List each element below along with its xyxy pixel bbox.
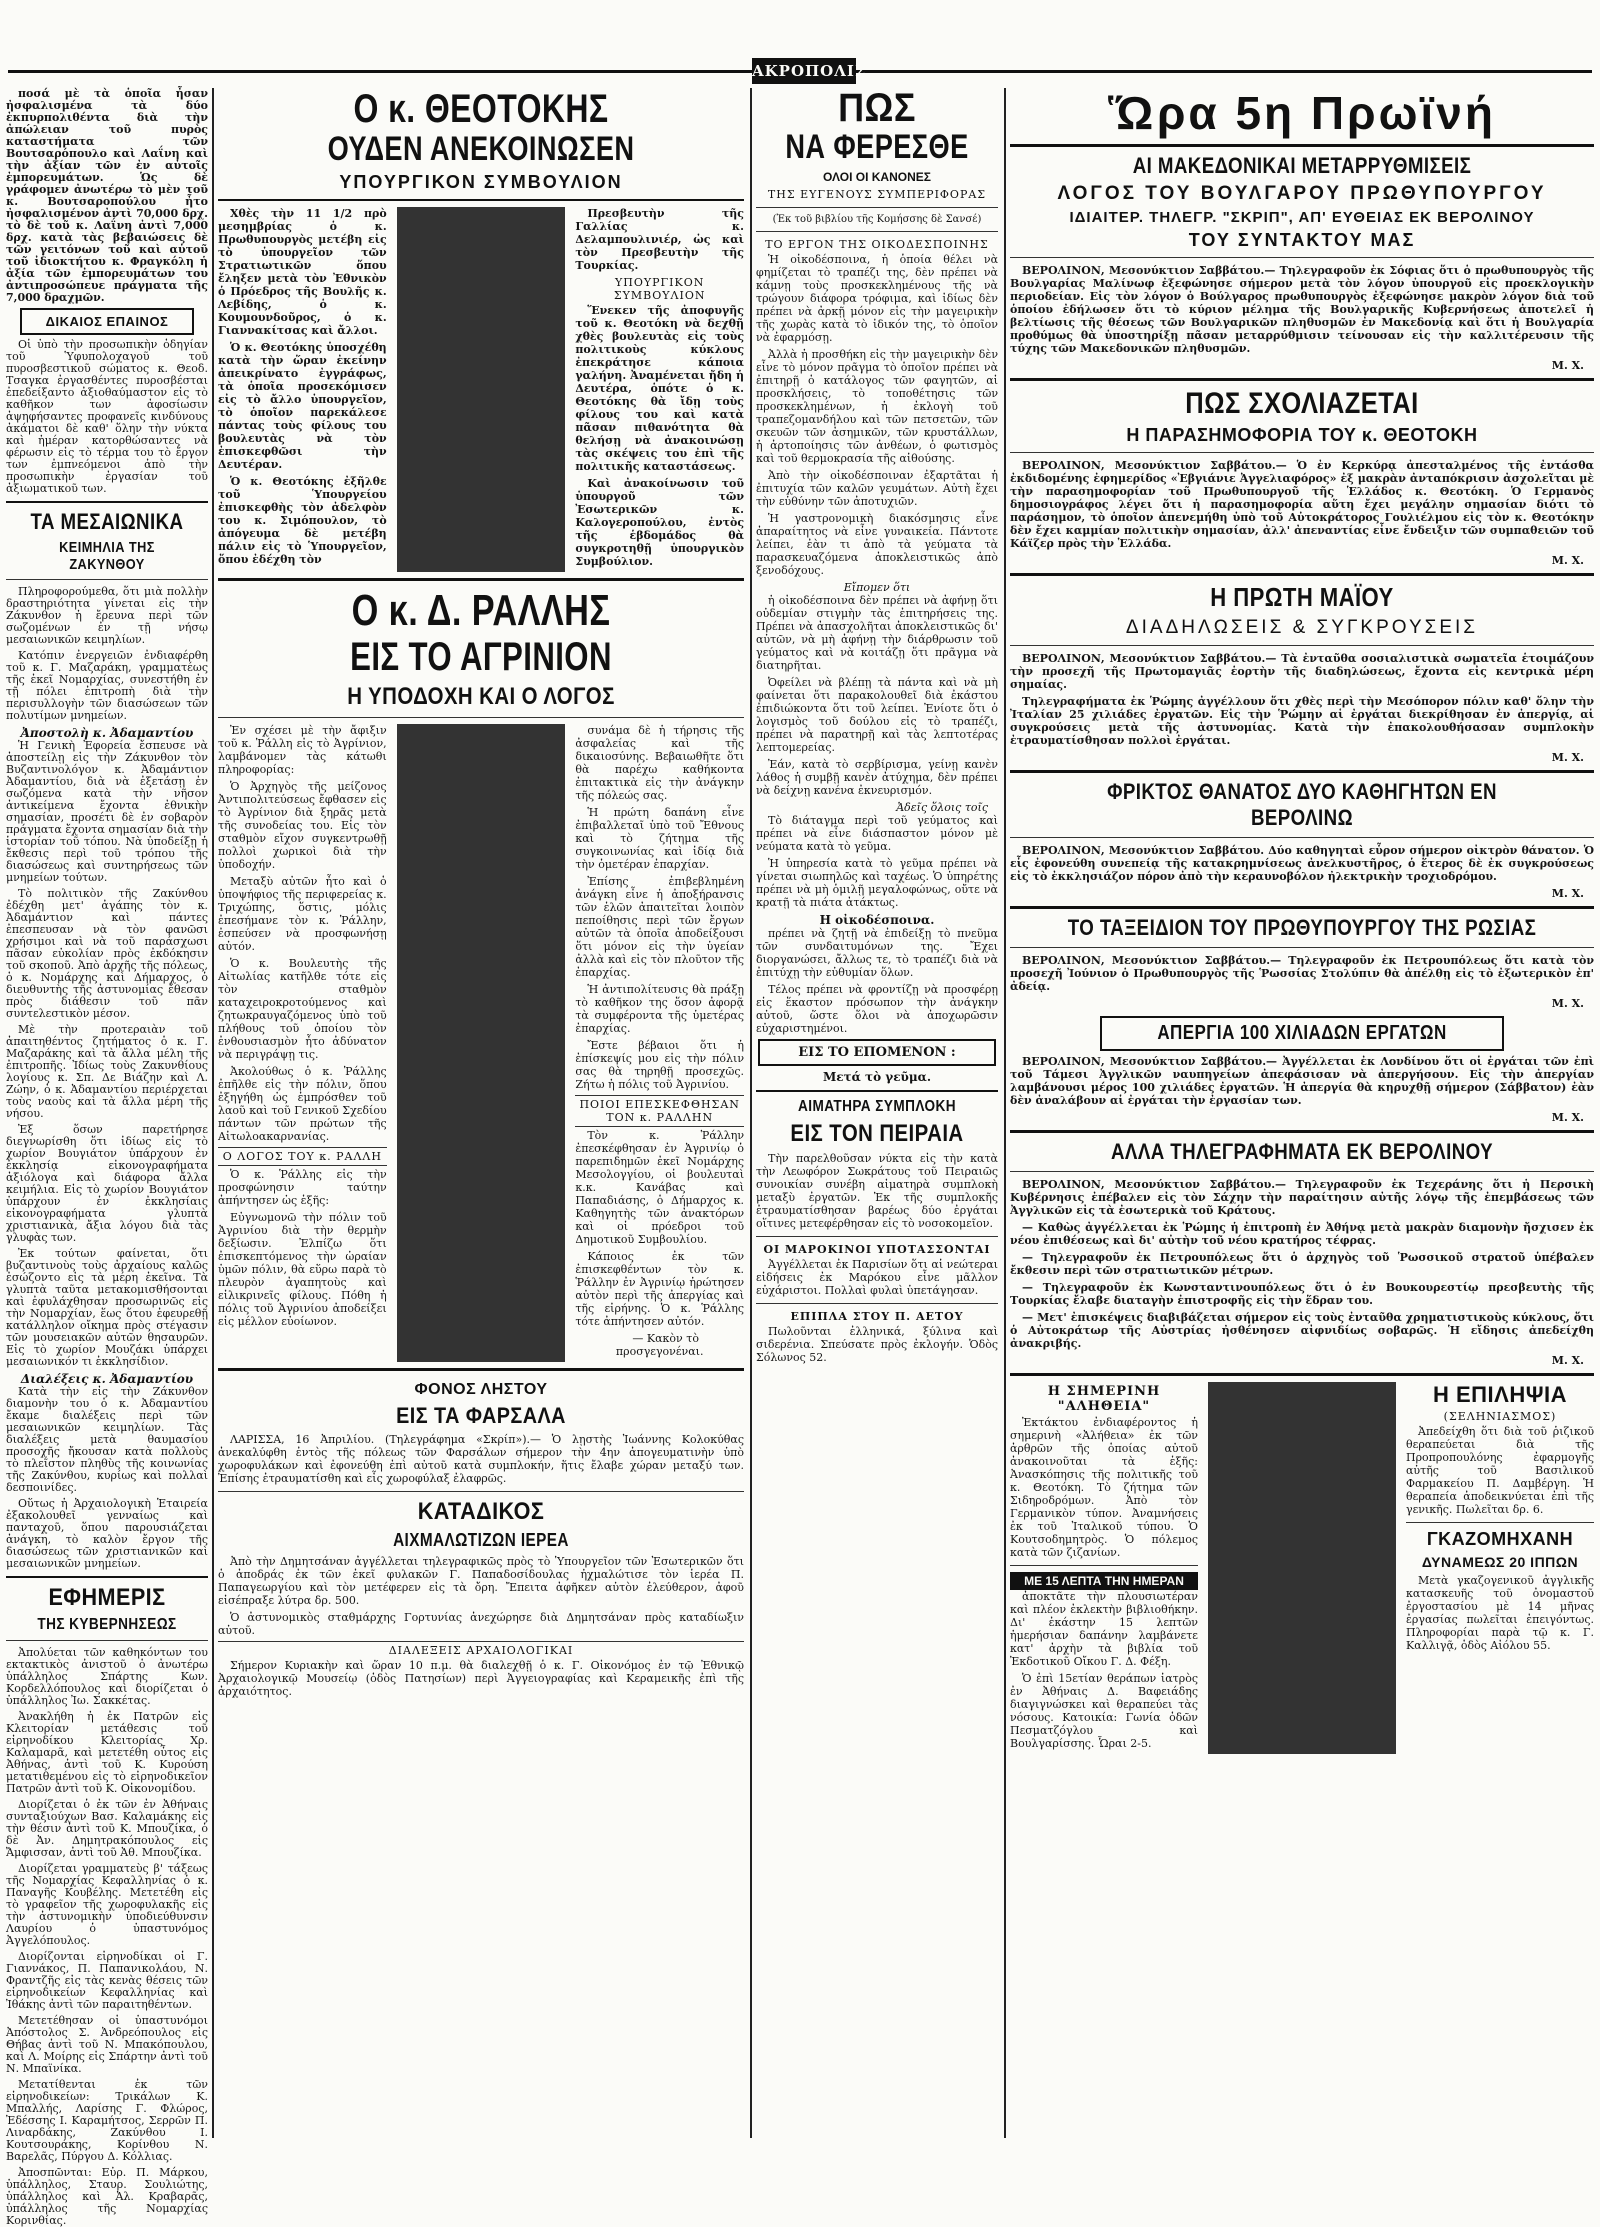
headline: Η ΥΠΟΔΟΧΗ ΚΑΙ Ο ΛΟΓΟΣ [347, 683, 615, 710]
article-paragraph: Διορίζονται εἰρηνοδίκαι οἱ Γ. Γιαννάκος, Π. Παπανικολάου, Ν. Φραντζῆς εἰς τὰς κενὰς θέσεις τῶν εἰρηνοδικείων Κεφαλληνίας καὶ Ἰθάκης ἀντὶ τῶν παραιτηθέντων. [6, 1950, 208, 2011]
subheading: Η ΣΗΜΕΡΙΝΗ "ΑΛΗΘΕΙΑ" [1047, 1384, 1161, 1414]
headline: ΑΠΕΡΓΙΑ 100 ΧΙΛΙΑΔΩΝ ΕΡΓΑΤΩΝ [1157, 1022, 1447, 1044]
divider [1010, 257, 1594, 258]
subheading: Ἀποστολὴ κ. Ἀδαμαντίου [20, 726, 194, 740]
headline: ΤΟ ΤΑΞΕΙΔΙΟΝ ΤΟΥ ΠΡΩΘΥΠΟΥΡΓΟΥ ΤΗΣ ΡΩΣΙΑΣ [1067, 915, 1537, 940]
subheadline: ΥΠΟΥΡΓΙΚΟΝ ΣΥΜΒΟΥΛΙΟΝ [339, 172, 623, 192]
headline: Ο κ. Δ. ΡΑΛΛΗΣ [351, 586, 611, 635]
subheading: ΤΟ ΕΡΓΟΝ ΤΗΣ ΟΙΚΟΔΕΣΠΟΙΝΗΣ [765, 238, 989, 251]
divider [1010, 837, 1594, 838]
article-paragraph: ΒΕΡΟΛΙΝΟΝ, Μεσονύκτιον Σαββάτου.— Ἀγγέλλεται ἐκ Λονδίνου ὅτι οἱ ἐργάται τῶν ἐπὶ τοῦ Τάμεσι Ἀγγλικῶν ναυπηγείων ἀπεφάσισαν νὰ ἀπεργήσουν. Εἰς τὴν ἀπεργίαν λαμβάνουσι μέρος 100 χιλιάδες ἐργατῶν. Ἡ ἀπεργία θὰ κηρυχθῇ σήμερον (Σάββατον) ἐὰν δὲν ἀναλάβουν αἱ ἐργάται τὴν ἐργασίαν των. [1010, 1055, 1594, 1107]
divider [1010, 452, 1594, 453]
headline: Ὥρα 5η Πρωϊνή [1108, 87, 1496, 139]
headline: ΕΦΗΜΕΡΙΣ [48, 1584, 166, 1611]
article-paragraph: Οἱ ὑπὸ τὴν προσωπικὴν ὁδηγίαν τοῦ Ὑφυπολοχαγοῦ τοῦ πυροσβεστικοῦ σώματος κ. Θεοδ. Τσαγκα ἐργασθέντες πυροσβέσται ἐπεδείξαντο ἀξιοθαύμαστον εἰς τὸ καθῆκον των ἀφοσίωσιν ἀψηφήσαντες προφανεῖς κινδύνους ἀκάματοι δὲ καθ' ὅλην τὴν νύκτα καὶ ἡμέραν κατορθώσαντες νὰ φέρωσιν εἰς τὸ τέρμα του τὸ ἔργον των ἐμπνεόμενοι ἀπὸ τὴν προσωπικὴν ἐργασίαν τοῦ ἀξιωματικοῦ των. [6, 338, 208, 495]
article-paragraph: Ἐξ ὅσων παρετήρησε διεγνωρίσθη ὅτι ἰδίως εἰς τὸ χωρίον Βουγιάτον ὑπάρχουν ἐν ἐκκλησίᾳ εἰκονογραφήματα ἀξιόλογα καὶ διάφορα ἄλλα κειμήλια. Εἰς τὸ χωρίον Βουγιάτον ὑπάρχουν ἐν ἐκκλησίαις εἰκονογραφήματα γλυπτὰ χριστιανικὰ, ἄξια λόγου διὰ τὰς γλυφὰς των. [6, 1123, 208, 1244]
headline: ΑΙΜΑΤΗΡΑ ΣΥΜΠΛΟΚΗ [798, 1098, 956, 1115]
article-paragraph: Τὴν παρελθοῦσαν νύκτα εἰς τὴν κατὰ τὴν Λεωφόρον Σωκράτους τοῦ Πειραιῶς συνοικίαν συνέβη αἱματηρὰ συμπλοκὴ μεταξὺ ἐργατῶν. Ἐκ τῆς συμπλοκῆς ἐτραυματίσθησαν βαρέως δύο ἐργάται οἵτινες μετεφέρθησαν εἰς τὸ νοσοκομεῖον. [756, 1152, 998, 1230]
article-column [575, 207, 744, 572]
article-paragraph: Ἀπεδείχθη ὅτι διὰ τοῦ ῥιζικοῦ θεραπεύεται διὰ τῆς Προπροπουλόνης ἐφαρμογῆς αὐτῆς τοῦ Βασιλικοῦ Φαρμακείου Π. Δαμβέργη. Ἡ θεραπεία ἀποδεικνύεται ἐπὶ τῆς γενικῆς. Πωλεῖται δρ. 6. [1406, 1425, 1594, 1516]
subheading: Η οἰκοδέσποινα. [819, 913, 935, 927]
article-paragraph: Χθὲς τὴν 11 1/2 πρὸ μεσημβρίας ὁ κ. Πρωθυπουργὸς μετέβη εἰς τὸ ὑπουργεῖον τῶν Στρατιωτικῶν ὅπου ἔληξεν μετὰ τὸν Ἐθνικὸν ὁ Πρόεδρος τῆς Βουλῆς κ. Λεβίδης, ὁ κ. Κουμουνδοῦρος, ὁ κ. Γιαννακίτσας καὶ ἄλλοι. [218, 207, 387, 337]
article-paragraph: Πληροφορούμεθα, ὅτι μιὰ πολλὴν δραστηριότητα γίνεται εἰς τὴν Ζάκυνθον ἡ ἔρευνα περὶ τῶν σωζομένων ἐν τῇ νήσῳ μεσαιωνικῶν κειμηλίων. [6, 585, 208, 646]
article-paragraph: ΒΕΡΟΛΙΝΟΝ, Μεσονύκτιον Σαββάτου.— Τηλεγραφοῦν ἐκ Πετρουπόλεως ὅτι κατὰ τὸν προσεχῆ Ἰούνιον ὁ Πρωθυπουργὸς τῆς Ῥωσσίας Στολύπιν θὰ ἀπέλθῃ εἰς τὸ ἐξωτερικὸν ἐπ' ἀδείᾳ. [1010, 954, 1594, 993]
article-paragraph: Ἀπολύεται τῶν καθηκόντων του εκτακτικὸς ἀνιστοῦ ὁ ἀνωτέρω ὑπάλληλος Σπάρτης Κων. Κορδελλόπουλος καὶ διορίζεται ὁ ὑπάλληλος Ἰω. Σακκέτας. [6, 1646, 208, 1707]
article-column [1010, 1382, 1198, 1754]
divider [218, 717, 744, 718]
column-rule [750, 88, 752, 2138]
headline: ΔΥΝΑΜΕΩΣ 20 ΙΠΠΩΝ [1421, 1554, 1579, 1570]
masthead-title: ΑΚΡΟΠΟΛΙΣ [752, 58, 856, 84]
headline: Η ΠΡΩΤΗ ΜΑΪΟΥ [1210, 582, 1394, 612]
headline: ΚΑΤΑΔΙΚΟΣ [417, 1498, 545, 1525]
subheading: Ἀδεῖς ὅλοις τοῖς [896, 801, 988, 814]
divider [1010, 947, 1594, 948]
divider [218, 578, 744, 581]
article-paragraph: ΒΕΡΟΛΙΝΟΝ, Μεσονύκτιον Σαββάτου.— Τὰ ἐνταῦθα σοσιαλιστικὰ σωματεῖα ἑτοιμάζουν τὴν προσεχῆ τῆς Πρωτομαγιᾶς ἑορτὴν τῆς διαδηλώσεως, ἔχοντα εἰς κεντρικὰ μέρη σημαίας. [1010, 652, 1594, 691]
article-paragraph: Διορίζεται ὁ ἐκ τῶν ἐν Ἀθήναις συνταξιούχων Βασ. Καλαμάκης εἰς τὴν θέσιν ἀντὶ τοῦ Κ. Μπουζίκα, ὁ δὲ Ἀν. Δημητρακόπουλος εἰς Ἄμφισσαν, ἀντὶ τοῦ Ἀθ. Μπουζίκα. [6, 1798, 208, 1859]
article-paragraph: — Μετ' ἐπισκέψεις διαβιβάζεται σήμερον εἰς τοὺς ἐνταῦθα χρηματιστικοὺς κύκλους, ὅτι ὁ Αὐτοκράτωρ τῆς Αὐστρίας ἠσθένησεν αἰφνιδίως σοβαρῶς. Ἡ εἴδησις ἀπεδείχθη ἀνακριβής. [1010, 1311, 1594, 1350]
divider [1010, 573, 1594, 576]
headline: ΤΗΣ ΚΥΒΕΡΝΗΣΕΩΣ [37, 1616, 177, 1633]
article-columns [218, 1377, 744, 1702]
article-paragraph: Τὸ πολιτικὸν τῆς Ζακύνθου ἐδέχθη μετ' ἀγάπης τὸν κ. Ἀδαμάντιον καὶ πάντες ἐπεσπευσαν νὰ τὸν φανῶσι χρήσιμοι καὶ νὰ τοῦ παράσχωσι πᾶσαν εὐκολίαν πρὸς ἐκδόκησιν τοῦ σκοποῦ. Ἀπὸ ἀρχῆς τῆς πόλεως, ὁ κ. Νομάρχης καὶ Δήμαρχος, ὁ διευθυντὴς τῆς ἀστυνομίας ἔθεσαν πρὸς διάθεσιν τοῦ πᾶν συντελεστικὸν μέσον. [6, 887, 208, 1020]
article-paragraph: Τηλεγραφήματα ἐκ Ῥώμης ἀγγέλλουν ὅτι χθὲς περὶ τὴν Μεσόπορον πόλιν καθ' ὅλην τὴν Ἰταλίαν 25 χιλιάδες ἐργατῶν. Εἰς τὴν Ῥώμην αἱ ἐργάται διεκρίθησαν ἐν ἀπεργίᾳ, αἱ συγκρούσεις μετὰ τῆς ἀστυνομίας. Κατὰ τὴν ἐπακολουθήσασαν συμπλοκὴν ἐτραυματίσθησαν πολλοὶ ἐργάται. [1010, 695, 1594, 747]
article-column [218, 1377, 744, 1702]
article-column [1406, 1382, 1594, 1754]
column-rule [1004, 88, 1006, 2138]
divider [756, 1090, 998, 1092]
article-paragraph: Ὁ ἐπὶ 15ετίαν θεράπων ἰατρὸς ἐν Ἀθήναις Δ. Βαφειάδης διαγιγνώσκει καὶ θεραπεύει τὰς νόσους. Κατοικία: Γωνία ὁδῶν Πεσματζόγλου καὶ Βουλγαρίσσης. Ὧραι 2-5. [1010, 1672, 1198, 1750]
article-paragraph: Πρεσβευτὴν τῆς Γαλλίας κ. Δελαμπουλινιέρ, ὡς καὶ τὸν Πρεσβευτὴν τῆς Τουρκίας. [575, 207, 745, 272]
article-paragraph: Ὁ κ. Θεοτόκης ὑποσχέθη κατὰ τὴν ὥραν ἐκείνην ἀπεικρίνατο ἐγγράφως, τὰ ὁποῖα προσεκόμισεν εἰς τὸ ἄλλο ὑπουργεῖον, τὸ ὁποῖον παρεκάλεσε πάντας τοὺς φίλους του βουλευτὰς νὰ τὸν ἐπισκεφθῶσι τὴν Δευτέραν. [218, 341, 387, 471]
article-paragraph: — Τηλεγραφοῦν ἐκ Κωνσταντινουπόλεως ὅτι ὁ ἐν Βουκουρεστίῳ πρεσβευτὴς τῆς Τουρκίας ἔλαβε διαταγὴν ἐπιστροφῆς εἰς τὴν ἕδραν του. [1010, 1281, 1594, 1307]
article-paragraph: ΒΕΡΟΛΙΝΟΝ, Μεσονύκτιον Σαββάτου.— Τηλεγραφοῦν ἐκ Τεχεράνης ὅτι ἡ Περσικὴ Κυβέρνησις ἐπέβαλεν εἰς τὸν Σάχην τὴν παραίτησιν αὐτῆς λόγῳ τῆς ἐπεμβάσεως τῶν Ἀγγλικῶν εἰς τὰ ἐσωτερικὰ τοῦ Κράτους. [1010, 1178, 1594, 1217]
article-paragraph: Ὁ ἀστυνομικὸς σταθμάρχης Γορτυνίας ἀνεχώρησε διὰ Δημητσάναν πρὸς καταδίωξιν αὐτοῦ. [218, 1611, 744, 1637]
divider [1010, 1130, 1594, 1133]
headline: ΕΙΣ ΤΑ ΦΑΡΣΑΛΑ [396, 1403, 566, 1428]
article-paragraph: Ἀνακλήθη ἡ ἐκ Πατρῶν εἰς Κλειτορίαν μετάθεσις τοῦ εἰρηνοδίκου Κλειτορίας Χρ. Καλαμαρᾶ, καὶ μετετέθη οὗτος εἰς Ἀθήνας, ἀντὶ τοῦ Κ. Κυρούση μετατιθεμένου εἰς τὸ εἰρηνοδικεῖον Πατρῶν ἀντὶ τοῦ Κ. Οἰκονομίδου. [6, 1710, 208, 1795]
article-paragraph: Ἀλλὰ ἡ προσθήκη εἰς τὴν μαγειρικὴν δὲν εἶνε τὸ μόνον πρᾶγμα τὸ ὁποῖον πρέπει νὰ ἐπιτηρῇ ὁ κατάλογος τῶν φαγητῶν, αἱ προσκλήσεις, τὸ τοποθέτησις τῶν προσκεκλημένων, ἡ ἐκλογὴ τοῦ τραπεζομανδήλου καὶ τῶν πετσετῶν, τῶν σκευῶν τῶν ἀσημικῶν, τῶν κρυστάλλων, ἡ ἀρτοποίησις τῶν ἀνθέων, ὁ φωτισμὸς καὶ τοῦ θερμοκρασία τῆς αἰθούσης. [756, 348, 998, 465]
article-paragraph: Ἀποσπῶνται: Εὐρ. Π. Μάρκου, ὑπάλληλος, Σταυρ. Σουλιώτης, ὑπάλληλος καὶ Ἀλ. Κραβαρᾶς, ὑπάλληλος τῆς Νομαρχίας Κορινθίας. [6, 2166, 208, 2227]
divider [218, 1491, 744, 1492]
column-2 [218, 88, 744, 2138]
article-paragraph: Ἀπὸ τὴν Δημητσάναν ἀγγέλλεται τηλεγραφικῶς πρὸς τὸ Ὑπουργεῖον τῶν Ἐσωτερικῶν ὅτι ὁ ἀποδράς ἐκ τῶν ἐκεῖ φυλακῶν Γ. Παπαδοσίδουλας ἠχμαλώτισε τὸν ἱερέα Π. Παπαγεωργίου καὶ τὸν μετέφερεν εἰς τὰ ὄρη. Ἔπειτα ἀφῆκεν αὐτὸν ἐλεύθερον, ἀφοῦ εἰσέπραξε λύτρα δρ. 500. [218, 1555, 744, 1607]
article-paragraph: Ἡ Γενικὴ Ἐφορεία ἔσπευσε νὰ ἀποστείλῃ εἰς τὴν Ζάκυνθον τὸν Βυζαντινολόγον κ. Ἀδαμάντιον Ἀδαμαντίου, διὰ νὰ ἐξετάσῃ ἐν σωζόμενα κατὰ τὴν νῆσον ἀντικείμενα ἔχοντα ἐθνικὴν σημασίαν, προσέτι δὲ ἐν σοβαρὸν πράγματα ἔχοντα σημασίαν διὰ τὴν ἱστορίαν τοῦ τόπου. Νὰ ὑποδείξῃ ἡ ἔκθεσις περὶ τοῦ τρόπου τῆς διασώσεως καὶ συντηρήσεως τῶν μνημείων τούτων. [6, 739, 208, 884]
subheading: ΟΙ ΜΑΡΟΚΙΝΟΙ ΥΠΟΤΑΣΣΟΝΤΑΙ [763, 1243, 991, 1256]
article-paragraph: Εὐγνωμονῶ τὴν πόλιν τοῦ Ἀγρινίου διὰ τὴν θερμὴν δεξίωσιν. Ἐλπίζω ὅτι ἐπισκεπτόμενος τὴν ὡραίαν ὑμῶν πόλιν, θὰ εὕρω παρὰ τὸ πλευρὸν ἀγαπητοὺς καὶ εἰλικρινεῖς φίλους. Πόθη ἡ πόλις τοῦ Ἀγρινίου ἀποδείξει εἰς μέλλον εὐοίωνον. [218, 1211, 387, 1328]
subheading: Ο ΛΟΓΟΣ ΤΟΥ κ. ΡΑΛΛΗ [218, 1147, 387, 1166]
headline: ΕΙΣ ΤΟ ΑΓΡΙΝΙΟΝ [350, 635, 612, 679]
article-columns [1010, 1382, 1594, 1754]
headline-box [1100, 1016, 1504, 1051]
article-paragraph: Ἡ οἰκοδέσποινα, ἡ ὁποία θέλει νὰ φημίζεται τὸ τραπέζι της, δὲν πρέπει νὰ κάμνῃ τοὺς προσκεκλημένους τῆς νὰ τρώγουν διάφορα τρόφιμα, καὶ ἰδίως δὲν πρέπει νὰ ἀρκῇ μόνον εἰς τὴν μαγειρικὴν τῆς χωρὰς κατὰ τὸ ἰδικόν της, τὸ ὁποῖον νὰ ἐφαρμόσῃ. [756, 253, 998, 344]
subheading: (ΣΕΛΗΝΙΑΣΜΟΣ) [1443, 1410, 1557, 1423]
article-column [218, 207, 387, 572]
article-paragraph: συνάμα δὲ ἡ τήρησις τῆς ἀσφαλείας καὶ τῆς δικαιοσύνης. Βεβαιωθῆτε ὅτι θὰ παρέχω καθήκοντα ἐπιτακτικὰ εἰς τὴν ἀνάγκην τῆς πόλεώς σας. [575, 724, 745, 802]
article-column [575, 724, 744, 1362]
article-paragraph: Ἡ πρώτη δαπάνη εἶνε ἐπιβαλλεταῖ ὑπὸ τοῦ Ἔθνους καὶ τὸ ζήτημα τῆς συγκοινωνίας καὶ ἰδίᾳ διὰ τὴν ὁμετέραν ἐπαρχίαν. [575, 806, 745, 871]
article-paragraph: Κατόπιν ἐνεργειῶν ἐνδιαφέρθη τοῦ κ. Γ. Μαζαράκη, γραμματέως τῆς ἐκεῖ Νομαρχίας, συνεστήθη ἐν τῇ πόλει ἐπιτροπὴ διὰ τὴν περισυλλογὴν τῶν διασώσεων τῶν πολυτίμων μνημείων. [6, 649, 208, 722]
headline: ΝΑ ΦΕΡΕΣΘΕ [785, 128, 969, 166]
article-paragraph: Διορίζεται γραμματεὺς β' τάξεως τῆς Νομαρχίας Κεφαλληνίας ὁ κ. Παναγῆς Κουβέλης. Μετετέθη εἰς τὸ γραφεῖον τῆς χωροφυλακῆς εἰς τὴν ἀστυνομικὴν ὑποδιεύθυνσιν Λαυρίου ὁ ὑπαστυνόμος Ἀγγελόπουλος. [6, 1862, 208, 1947]
article-paragraph: Ὁ κ. Θεοτόκης ἐξῆλθε τοῦ Ὑπουργείου ἐπισκεφθὴς τὸν ἀδελφὸν του κ. Σιμόπουλον, τὸ ἀπόγευμα δὲ μετέβη πάλιν εἰς τὸ Ὑπουργεῖον, ὅπου ἐδέχθη τὸν [218, 475, 387, 566]
headline: ΑΛΛΑ ΤΗΛΕΓΡΑΦΗΜΑΤΑ ΕΚ ΒΕΡΟΛΙΝΟΥ [1111, 1139, 1493, 1164]
headline: ΑΙ ΜΑΚΕΔΟΝΙΚΑΙ ΜΕΤΑΡΡΥΘΜΙΣΕΙΣ [1132, 153, 1472, 178]
article-paragraph: Ἡ γαστρονομικὴ διακόσμησις εἶνε ἀπαραίτητος νὰ εἶνε γυναικεία. Πάντοτε λείπει, ἐὰν τι ἀπὸ τὰ γεύματα τὰ παρασκευαζόμενα ἀποκλειστικῶς ἀπὸ ξενοδόχους. [756, 512, 998, 577]
headline: ΤΑ ΜΕΣΑΙΩΝΙΚΑ [30, 509, 184, 534]
article-paragraph: ἀποκτᾶτε τὴν πλουσιωτέραν καὶ πλέον ἐκλεκτὴν βιβλιοθήκην. Δι' ἐκάστην 15 λεπτῶν ἡμερήσιαν δαπάνην λαμβάνετε κατ' ἀρχὴν τὰ βιβλία τοῦ Ἐκδοτικοῦ Οἴκου Γ. Δ. Φέξη. [1010, 1590, 1198, 1668]
article-paragraph: ποσά μὲ τὰ ὁποῖα ἦσαν ἠσφαλισμένα τὰ δύο ἐκπυρπολιθέντα διὰ τὴν ἀπώλειαν τοῦ πυρὸς καταστήματα τῶν Βουτσαρόπουλο καὶ Λαΐνη καὶ τὴν ἀξίαν τῶν ἐν αὐτοῖς ἐμπορευμάτων. Ὡς δὲ γράφομεν ἀνωτέρω τὸ μὲν τοῦ κ. Βουτσαροπούλου ἦτο ἠσφαλισμένον ἀντὶ 70,000 δρχ. τὸ δὲ τοῦ κ. Λαΐνη ἀντὶ 7,000 δρχ. κατὰ τὰς βεβαιώσεις δὲ τῶν γειτόνων τοῦ καὶ αὐτοῦ τοῦ ἰδιοκτήτου κ. Φραγκόλη ἡ ἀξία τῶν ἐμπορευμάτων του ἀντιπροσώπευε πράγματα τῆς 7,000 δραχμῶν. [6, 87, 208, 304]
article-paragraph: Κατὰ τὴν εἰς τὴν Ζάκυνθον διαμονὴν του ὁ κ. Ἀδαμαντίου ἔκαμε διαλέξεις περὶ τῶν μεσαιωνικῶν κειμηλίων. Τὰς διαλέξεις μετὰ θαυμασίου προσοχῆς ἤκουσαν κατὰ πολλοὺς τὸ πλεῖστον πληθὺς τῆς κοινωνίας τῆς Ζακύνθου, κυρίως καὶ πολλαὶ δεσποινίδες. [6, 1385, 208, 1494]
article-paragraph: ΒΕΡΟΛΙΝΟΝ, Μεσονύκτιον Σαββάτου. Δύο καθηγηταὶ εὗρον σήμερον οἰκτρὸν θάνατον. Ὁ εἷς ἐφονεύθη συνεπείᾳ τῆς κατακρημνίσεως ἀνελκυστῆρος, ὁ ἕτερος δὲ ἐκ συγκρούσεως εἰς τὸ ἐκκλησιάζον πόρον ἀπὸ τὴν κεραυνοβόλον ἠλεκτρικὴν τροχιοδρόμου. [1010, 844, 1594, 883]
divider [1010, 1171, 1594, 1172]
article-paragraph: Σήμερον Κυριακὴν καὶ ὥραν 10 π.μ. θὰ διαλεχθῇ ὁ κ. Γ. Οἰκονόμος ἐν τῷ Ἐθνικῷ Ἀρχαιολογικῷ Μουσείῳ (ὁδὸς Πατησίων) περὶ Ἀγγειογραφίας καὶ Κεραμεικῆς ἐπὶ τῆς ἀρχαιότητος. [218, 1659, 744, 1698]
article-paragraph: Ἐάν, κατὰ τὸ σερβίρισμα, γείνῃ κανὲν λάθος ἡ συμβῇ κανὲν ἀτύχημα, δὲν πρέπει νὰ δείχνῃ κανένα ἐκνευρισμόν. [756, 758, 998, 797]
divider [1010, 144, 1594, 147]
column-rule [397, 207, 566, 572]
subheadline: ΛΟΓΟΣ ΤΟΥ ΒΟΥΛΓΑΡΟΥ ΠΡΩΘΥΠΟΥΡΓΟΥ [1057, 183, 1547, 204]
article-paragraph: ἡ οἰκοδέσποινα δὲν πρέπει νὰ ἀφήνῃ ὅτι οὐδεμίαν στιγμὴν τὰς ἐπιτηρήσεις της. Πρέπει νὰ ἀπασχολῆται ἀποκλειστικῶς δι' αὐτῶν, νὰ μὴ ἀφήνῃ τὴν διάρθρωσιν τοῦ γεύματος καὶ νὰ κοιτάζῃ ὅτι πρᾶγμα νὰ διατηρῆται. [756, 594, 998, 672]
article-paragraph: Καὶ ἀνακοίνωσιν τοῦ ὑπουργοῦ τῶν Ἐσωτερικῶν κ. Καλογεροπούλου, ἐντὸς τῆς ἑβδομάδος θὰ συγκροτηθῇ ὑπουργικὸν Συμβούλιον. [575, 477, 745, 568]
subheadline: ΤΗΣ ΕΥΓΕΝΟΥΣ ΣΥΜΠΕΡΙΦΟΡΑΣ [767, 188, 987, 201]
article-paragraph: ΒΕΡΟΛΙΝΟΝ, Μεσονύκτιον Σαββάτου.— Ὁ ἐν Κερκύρᾳ ἀπεσταλμένος τῆς ἐντάσθα ἐκδιδομένης ἐφημερίδος «Ἐβγιάνιε Ἀγγελιαφόρος» ἐξ μακρὰν ἀνταπόκρισιν ἀσχολεῖται μὲ τὴν παρασημοφορίαν τοῦ Πρωθυπουργοῦ τῆς Ἑλλάδος κ. Θεοτόκη. Ὁ Γερμανὸς δημοσιογράφος λέγει ὅτι ἡ παρασημοφορία αὕτη ἔχει μεγάλην σημασίαν διότι τὸ παράσημον, τὸ ὁποῖον ἀπενεμήθη ὑπὸ τοῦ Αὐτοκράτορος Γουλιέλμου εἰς τὸν κ. Θεοτόκην δὲν ἔχει καμμίαν πολιτικὴν σημασίαν, ἀλλ' ἀπεναντίας εἶνε ἔνδειξιν τῶν συμπαθειῶν τοῦ Κάϊζερ πρὸς τὴν Ἑλλάδα. [1010, 459, 1594, 550]
article-paragraph: Ἐκτάκτου ἐνδιαφέροντος ἡ σημερινὴ «Ἀλήθεια» ἐκ τῶν ἀρθρῶν τῆς ὁποίας αὐτοῦ ἀνακοινοῦται τὰ ἑξῆς: Ἀνασκόπησις τῆς πολιτικῆς τοῦ κ. Θεοτόκη. Τὸ ζήτημα τῶν Σιδηροδρόμων. Ἀπὸ τὸν Γερμανικὸν τύπον. Ἀναμνήσεις ἐκ τοῦ Ἰταλικοῦ τύπου. Ὁ Κουτσοδημητρὸς. Ὁ πόλεμος κατὰ τῶν ζιζανίων. [1010, 1416, 1198, 1559]
article-paragraph: Ἀπὸ τὴν οἰκοδέσποιναν ἐξαρτᾶται ἡ ἐπιτυχία τῶν καλῶν γευμάτων. Αὐτὴ ἔχει τὴν εὐθύνην τῶν ἀποτυχιῶν. [756, 469, 998, 508]
article-paragraph: Κάποιος ἐκ τῶν ἐπισκεφθέντων τὸν κ. Ῥάλλην ἐν Ἀγρινίῳ ἠρώτησεν αὐτὸν περὶ τῆς ἀπεργίας καὶ τῆς εἰρήνης. Ὁ κ. Ῥάλλης τότε ἀπήντησεν αὐτόν. [575, 1250, 745, 1328]
article-paragraph: ΛΑΡΙΣΣΑ, 16 Ἀπριλίου. (Τηλεγράφημα «Σκρίπ»).— Ὁ λῃστὴς Ἰωάννης Κολοκύθας ἀνεκαλύφθη ἐντὸς τῆς πόλεως τῶν Φαρσάλων σήμερον τὴν 4ην ἀπογευματινὴν ὑπὸ χωροφυλάκων καὶ ἐφονεύθη ἐπὶ αὐτοῦ κατὰ συμπλοκήν, ἥτις ἔλαβε χώραν μεταξύ των. Ἐπίσης ἐτραυματίσθη καὶ εἷς χωροφύλαξ ἐλαφρῶς. [218, 1433, 744, 1485]
column-3 [756, 88, 998, 2138]
divider [6, 1576, 208, 1578]
divider [1010, 906, 1594, 909]
subheading: ΔΙΑΛΕΞΕΙΣ ΑΡΧΑΙΟΛΟΓΙΚΑΙ [218, 1641, 744, 1657]
masthead-bar [8, 58, 1592, 84]
article-paragraph: Μὲ τὴν προτεραιὰν τοῦ ἀπαιτηθέντος ζητήματος ὁ κ. Γ. Μαζαράκης καὶ τὰ ἄλλα μέλη τῆς ἐπιτροπῆς. Ἰδίως τοὺς Ζακυνθίους λογίους κ. Σπ. Δε Βιάζην καὶ Λ. Ζώην, ὁ κ. Ἀδαμαντίου περιέρχεται τοὺς ναοὺς καὶ τὰ ἄλλα μέρη τῆς νήσου. [6, 1023, 208, 1120]
subheadline: ΙΔΙΑΙΤΕΡ. ΤΗΛΕΓΡ. "ΣΚΡΙΠ", ΑΠ' ΕΥΘΕΙΑΣ ΕΚ ΒΕΡΟΛΙΝΟΥ [1069, 209, 1535, 226]
article-paragraph: Μετετέθησαν οἱ ὑπαστυνόμοι Ἀπόστολος Σ. Ἀνδρεόπουλος εἰς Θήβας ἀντὶ τοῦ Ν. Μπακόπουλου, καὶ Λ. Μοίρης εἰς Σπάρτην ἀντὶ τοῦ Ν. Μπαϊνίκα. [6, 2014, 208, 2075]
article-paragraph: Ἀγγέλλεται ἐκ Παρισίων ὅτι αἱ νεώτεραι εἰδήσεις ἐκ Μαρόκου εἶνε μᾶλλον εὐχάριστοι. Πολλαὶ φυλαὶ ὑπετάγησαν. [756, 1258, 998, 1297]
column-rule [212, 88, 214, 2138]
headline-box [758, 1039, 996, 1066]
signature: Μ. Χ. [1551, 554, 1584, 567]
article-paragraph: Τέλος πρέπει νὰ φροντίζῃ νὰ προσφέρῃ εἰς ἕκαστον πρόσωπον τὴν ἀνάγκην αὐτοῦ, ὥστε ὅλοι νὰ ἀποχωρῶσιν εὐχαριστημένοι. [756, 983, 998, 1035]
article-columns [218, 724, 744, 1362]
divider [6, 501, 208, 503]
divider [756, 1303, 998, 1304]
headline: ΑΙΧΜΑΛΩΤΙΖΩΝ ΙΕΡΕΑ [393, 1530, 569, 1550]
article-paragraph: Ἔστε βέβαιοι ὅτι ἡ ἐπίσκεψίς μου εἰς τὴν πόλιν σας θὰ τηρηθῇ προσεχῶς. Ζήτω ἡ πόλις τοῦ Ἀγρινίου. [575, 1039, 745, 1091]
divider [218, 199, 744, 201]
article-paragraph: Ἕνεκεν τῆς ἀποφυγῆς τοῦ κ. Θεοτόκη νὰ δεχθῇ χθὲς βουλευτὰς εἰς τοὺς πολιτικοὺς κύκλους ἐπεκράτησε κάποια γαλήνη. Ἀναμένεται ἤδη ἡ Δευτέρα, ὁπότε ὁ κ. Θεοτόκης θὰ ἴδῃ τοὺς φίλους του καὶ κατὰ πᾶσαν πιθανότητα θὰ θελήσῃ νὰ ἀνακοινώσῃ τὰς σκέψεις του ἐπὶ τῆς πολιτικῆς καταστάσεως. [575, 304, 745, 473]
column-rule [397, 724, 566, 1362]
headline: ΓΚΑΖΟΜΗΧΑΝΗ [1426, 1529, 1574, 1549]
divider [756, 207, 998, 208]
article-paragraph: Μετὰ γκαζογενικοῦ ἀγγλικῆς κατασκευῆς τοῦ ὀνομαστοῦ ἐργοστασίου μὲ 14 μῆνας ἐργασίας πωλεῖται ἐπειγόντως. Πληροφορίαι παρὰ τῷ κ. Γ. Καλλιγᾷ, ὁδὸς Αἰόλου 55. [1406, 1574, 1594, 1652]
subheadline: ΔΙΑΔΗΛΩΣΕΙΣ & ΣΥΓΚΡΟΥΣΕΙΣ [1125, 617, 1479, 638]
article-paragraph: — Καθὼς ἀγγέλλεται ἐκ Ῥώμης ἡ ἐπιτροπὴ ἐν Ἀθήνᾳ μετὰ μακρὰν διαμονὴν ἤσχισεν ἐκ νέου ἐπιθέσεως καὶ δι' αὐτὴν τοῦ νέου κρατήρος τέφρας. [1010, 1221, 1594, 1247]
subheadline: ΟΛΟΙ ΟΙ ΚΑΝΟΝΕΣ [823, 170, 931, 184]
signature: Μ. Χ. [1551, 751, 1584, 764]
signature: Μ. Χ. [1551, 1111, 1584, 1124]
article-paragraph: Ἡ ὑπηρεσία κατὰ τὸ γεῦμα πρέπει νὰ γίνεται σιωπηλῶς καὶ ταχέως. Ὁ ὑπηρέτης πρέπει νὰ μὴ ὁμιλῇ μεγαλοφώνως, οὔτε νὰ κρατῇ τὰ πιάτα ἀτάκτως. [756, 857, 998, 909]
subheadline: ΤΟΥ ΣΥΝΤΑΚΤΟΥ ΜΑΣ [1188, 230, 1416, 250]
headline: ΟΥΔΕΝ ΑΝΕΚΟΙΝΩΣΕΝ [327, 130, 635, 168]
subheading: Διαλέξεις κ. Ἀδαμαντίου [20, 1372, 194, 1386]
divider [6, 579, 208, 580]
article-paragraph: Πωλοῦνται ἐλληνικά, ξύλινα καὶ σιδερένια. Σπεύσατε πρὸς ἐκλογήν. Ὁδὸς Σόλωνος 52. [756, 1325, 998, 1364]
ad-banner: ΜΕ 15 ΛΕΠΤΑ ΤΗΝ ΗΜΕΡΑΝ [1010, 1572, 1198, 1590]
source-note: (Ἐκ τοῦ βιβλίου τῆς Κομήσσης δὲ Σανσέ) [772, 214, 982, 225]
article-paragraph: Ἐπίσης ἐπιβεβλημένη ἀνάγκη εἶνε ἡ ἀποξήρανσις τῶν ἑλῶν ἀπαιτεῖται λοιπὸν πεποίθησις περὶ τῶν ἔργων αὐτῶν τὰ ὁποῖα ἀποδείξουσι ὅτι μόνον εἰς τὴν ὑγείαν ἀλλὰ καὶ εἰς τὸν πλοῦτον τῆς ἐπαρχίας. [575, 875, 745, 979]
divider [1010, 770, 1594, 773]
headline: Η ΠΑΡΑΣΗΜΟΦΟΡΙΑ ΤΟΥ κ. ΘΕΟΤΟΚΗ [1126, 425, 1478, 445]
subheading: Μετά τὸ γεῦμα. [822, 1070, 932, 1084]
subheading: ΥΠΟΥΡΓΙΚΟΝ ΣΥΜΒΟΥΛΙΟΝ [613, 276, 706, 302]
headline: ΚΕΙΜΗΛΙΑ ΤΗΣ ΖΑΚΥΝΘΟΥ [59, 539, 155, 573]
divider [1010, 1565, 1198, 1566]
article-paragraph: πρέπει νὰ ζητῇ νὰ ἐπιδείξῃ τὸ πνεῦμα τῶν συνδαιτυμόνων της. Ἔχει διοργανώσει, ἄλλως τε, τὸ τραπέζι διὰ νὰ ἐπιτύχῃ τὴν εὐθυμίαν ὅλων. [756, 927, 998, 979]
subheading: ΕΙΣ ΤΟ ΕΠΟΜΕΝΟΝ : [798, 1045, 956, 1060]
headline: ΠΩΣ ΣΧΟΛΙΑΖΕΤΑΙ [1185, 387, 1419, 420]
headline: ΠΩΣ [838, 86, 916, 130]
headline: ΦΟΝΟΣ ΛΗΣΤΟΥ [414, 1381, 548, 1398]
signature: Μ. Χ. [1551, 1354, 1584, 1367]
article-paragraph: Ὁ κ. Ῥάλλης εἰς τὴν προσφώνησιν ταύτην ἀπήντησεν ὡς ἑξῆς: [218, 1168, 387, 1207]
article-paragraph: Ὀφείλει νὰ βλέπῃ τὰ πάντα καὶ νὰ μὴ φαίνεται ὅτι παρακολουθεῖ διὰ ἐκάστου ἐπιδιώκοντα ὅτι τοῦ λείπει. Ἐνίοτε ὅτι ὁ λογισμὸς τοῦ δούλου εἰς τὸ τραπέζι, πρέπει νὰ παρατηρῇ καὶ τὰς λεπτοτέρας λεπτομερείας. [756, 676, 998, 754]
signature: Μ. Χ. [1551, 887, 1584, 900]
divider [1010, 1373, 1594, 1376]
headline: Ο κ. ΘΕΟΤΟΚΗΣ [353, 87, 609, 131]
article-paragraph: Ἐκ τούτων φαίνεται, ὅτι βυζαντινοὺς τοὺς ἀρχαίους καλῶς ἐσώζοντο εἰς τὰ μέρη ἐκεῖνα. Τὰ γλυπτὰ ταῦτα μετακομισθήσονται καὶ ἐφυλάχθησαν προσωρινῶς εἰς τὴν Νομαρχίαν, ἕως ὅτου ἐφευρεθῇ κατάλληλον οἴκημα πρὸς στέγασιν τῶν μουσειακῶν αὐτῶν θησαυρῶν. Εἰς τὸ χωρίον Μουζάκι ὑπάρχει μεσαιωνικόν τι ἐκκλησίδιον. [6, 1247, 208, 1368]
column-4 [1010, 88, 1594, 2138]
headline: ΔΙΚΑΙΟΣ ΕΠΑΙΝΟΣ [45, 314, 169, 329]
headline: Η ΕΠΙΛΗΨΙΑ [1432, 1382, 1568, 1407]
divider [756, 231, 998, 232]
article-paragraph: Τὸ διάταγμα περὶ τοῦ γεύματος καὶ πρέπει νὰ εἶνε διάσπαστον μόνον μὲ νεύματα κατὰ τὸ γεῦμα. [756, 814, 998, 853]
article-paragraph: ΒΕΡΟΛΙΝΟΝ, Μεσονύκτιον Σαββάτου.— Τηλεγραφοῦν ἐκ Σόφιας ὅτι ὁ πρωθυπουργὸς τῆς Βουλγαρίας Μαλίνωφ ἐξεφώνησε σήμερον μετὰ τὸν λόγον ὑπουργοῦ εἰς προεκλογικὴν περιοδείαν. Εἰς τὸν λόγον ὁ Βούλγαρος πρωθυπουργὸς ἐξεφώνησε μακρὸν λόγον διὰ τοῦ ὁποίου ἐδήλωσεν ὅτι τὸ κύριον μέλημα τῆς Βουλγαρικῆς Κυβερνήσεως ἀποτελεῖ ἡ βελτίωσις τῆς θέσεως τῶν Βουλγαρικῶν πληθυσμῶν ἐν Μακεδονίᾳ καὶ ὅτι ἡ Βουλγαρία προθύμως θὰ ὑποστηρίξῃ πᾶσαν μεταρρύθμισιν τείνουσαν εἰς τὴν καλλιτέρευσιν τῆς τύχης τῶν Μακεδονικῶν πληθυσμῶν. [1010, 264, 1594, 355]
headline: ΕΙΣ ΤΟΝ ΠΕΙΡΑΙΑ [790, 1120, 964, 1147]
headline-box [20, 308, 194, 335]
column-rule [1208, 1382, 1396, 1754]
article-column [218, 724, 387, 1362]
article-paragraph: Οὕτως ἡ Ἀρχαιολογικὴ Ἑταιρεία ἐξακολουθεῖ γενναίως καὶ πανταχοῦ, ὅπου παρουσιάζεται ἀνάγκη, τὸ καλὸν ἔργον τῆς διασώσεως τῶν χριστιανικῶν καὶ μεσαιωνικῶν μνημείων. [6, 1497, 208, 1570]
divider [218, 1368, 744, 1371]
signature: Μ. Χ. [1551, 997, 1584, 1010]
column-1 [6, 87, 208, 2227]
article-paragraph: Ὁ κ. Βουλευτὴς τῆς Αἰτωλίας κατῆλθε τότε εἰς τὸν σταθμὸν καταχειροκροτούμενος καὶ ζητωκραυγαζόμενος ὑπὸ τοῦ πλήθους τοῦ ὁποίου τὸν ἐνθουσιασμὸν ἦτο ἀδύνατον νὰ περιγράψῃ τις. [218, 957, 387, 1061]
article-paragraph: Ὁ Ἀρχηγὸς τῆς μείζονος Ἀντιπολιτεύσεως ἔφθασεν εἰς τὸ Ἀγρίνιον διὰ ξηρᾶς μετὰ τῆς συνοδείας του. Εἰς τὸν σταθμὸν εἴχον συγκεντρωθῇ πολλοὶ χωρικοὶ διὰ τὴν ὑποδοχήν. [218, 780, 387, 871]
subheading: ΠΟΙΟΙ ΕΠΕΣΚΕΦΘΗΣΑΝ ΤΟΝ κ. ΡΑΛΛΗΝ [575, 1095, 744, 1127]
article-paragraph: Μετατίθενται ἐκ τῶν εἰρηνοδικείων: Τρικάλων Κ. Μπαλλής, Λαρίσης Γ. Φλώρος, Ἐδέσσης Ι. Καραμήτσος, Σερρῶν Π. Λιναρδάκης, Ζακύνθου Ι. Κουτσουράκης, Κορίνθου Ν. Βαρελᾶς, Πύργου Δ. Κόλλιας. [6, 2078, 208, 2163]
article-columns [218, 207, 744, 572]
divider [1406, 1522, 1594, 1523]
divider [6, 1640, 208, 1641]
divider [756, 1236, 998, 1237]
divider [1010, 378, 1594, 381]
article-paragraph: Ἡ ἀντιπολίτευσις θὰ πράξῃ τὸ καθῆκον της ὅσον ἀφορᾷ τὰ συμφέροντα τῆς ὑμετέρας ἐπαρχίας. [575, 983, 745, 1035]
headline: ΦΡΙΚΤΟΣ ΘΑΝΑΤΟΣ ΔΥΟ ΚΑΘΗΓΗΤΩΝ ΕΝ ΒΕΡΟΛΙΝΩ [1107, 779, 1497, 830]
article-paragraph: Ἐν σχέσει μὲ τὴν ἄφιξιν τοῦ κ. Ῥάλλη εἰς τὸ Ἀγρίνιον, λαμβάνομεν τὰς κάτωθι πληροφορίας: [218, 724, 387, 776]
article-paragraph: Τὸν κ. Ῥάλλην ἐπεσκέφθησαν ἐν Ἀγρινίῳ ὁ παρεπιδημῶν ἐκεῖ Νομάρχης Μεσολογγίου, οἱ βουλευταὶ κ.κ. Κανάβας καὶ Παπαδιάσης, ὁ Δήμαρχος κ. Καθηγητὴς τῶν ἀνακτόρων καὶ οἱ πρόεδροι τοῦ Δημοτικοῦ Συμβουλίου. [575, 1129, 745, 1246]
article-paragraph: Μεταξὺ αὐτῶν ἦτο καὶ ὁ ὑποψήφιος τῆς περιφερείας κ. Τριχώπης, ὅστις, μόλις ἐπεσήμανε τὸν κ. Ῥάλλην, ἐσπεύσεν νὰ προσφωνήσῃ αὐτόν. [218, 875, 387, 953]
article-paragraph: Ἀκολούθως ὁ κ. Ῥάλλης ἐπῆλθε εἰς τὴν πόλιν, ὅπου ἐξηγήθη ὡς ἐμπρόσθεν τοῦ λαοῦ καὶ τοῦ Γενικοῦ Σχεδίου πάντων τῶν πρώτων τῆς Αἰτωλοακαρνανίας. [218, 1065, 387, 1143]
subheading: ΕΠΙΠΛΑ ΣΤΟΥ Π. ΑΕΤΟΥ [790, 1310, 964, 1323]
article-paragraph: — Τηλεγραφοῦν ἐκ Πετρουπόλεως ὅτι ὁ ἀρχηγὸς τοῦ Ῥωσσικοῦ στρατοῦ ὑπέβαλεν ἔκθεσιν περὶ τῶν στρατιωτικῶν μέτρων. [1010, 1251, 1594, 1277]
article-paragraph: — Κακὸν τὸ προσγεγονέναι. [615, 1332, 704, 1358]
divider [1010, 645, 1594, 646]
signature: Μ. Χ. [1551, 359, 1584, 372]
subheading: Εἴπομεν ὅτι [843, 581, 911, 594]
